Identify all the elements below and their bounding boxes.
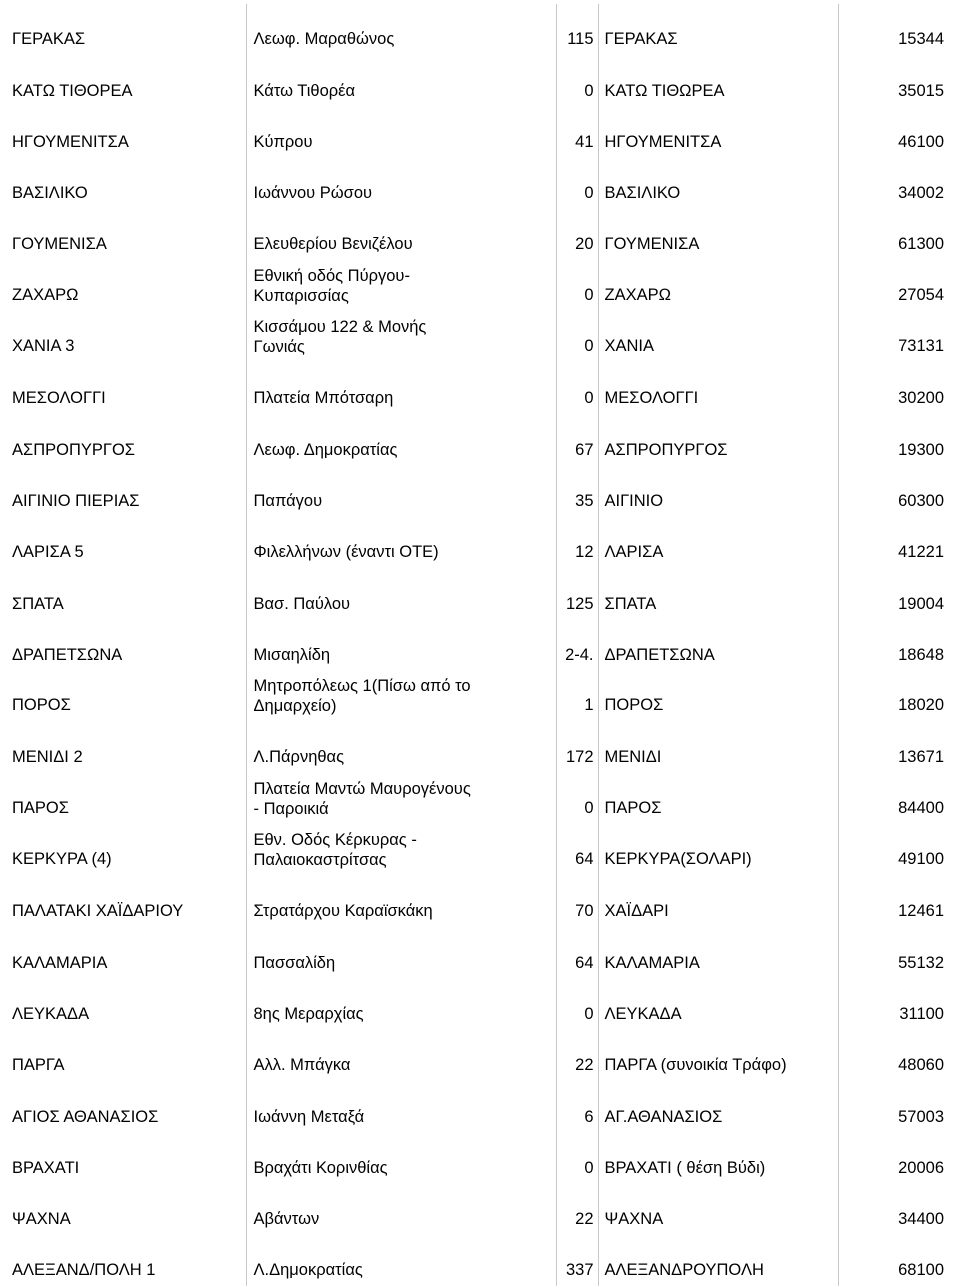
table-row [4, 927, 948, 978]
city-cell: ΛΕΥΚΑΔΑ [598, 979, 838, 1030]
address-cell: Κύπρου [246, 107, 556, 158]
city-cell: ΒΑΣΙΛΙΚΟ [598, 158, 838, 209]
city-cell: ΣΠΑΤΑ [598, 568, 838, 619]
address-cell: Αλλ. Μπάγκα [246, 1030, 556, 1081]
number-cell: 12 [556, 517, 598, 568]
table-row [4, 209, 948, 260]
number-cell: 0 [556, 1133, 598, 1184]
number-cell: 0 [556, 158, 598, 209]
table-row [4, 1081, 948, 1132]
zip-cell: 15344 [838, 4, 948, 55]
address-cell: Πασσαλίδη [246, 927, 556, 978]
number-cell: 172 [556, 722, 598, 773]
zip-cell: 12461 [838, 876, 948, 927]
city-cell: ΑΓ.ΑΘΑΝΑΣΙΟΣ [598, 1081, 838, 1132]
address-cell: Εθν. Οδός Κέρκυρας - Παλαιοκαστρίτσας [246, 825, 556, 876]
number-cell: 67 [556, 414, 598, 465]
address-cell: Ιωάννη Μεταξά [246, 1081, 556, 1132]
zip-cell: 19004 [838, 568, 948, 619]
table-row [4, 773, 948, 824]
area-cell: ΑΓΙΟΣ ΑΘΑΝΑΣΙΟΣ [12, 1107, 159, 1126]
city-cell: ΛΑΡΙΣΑ [598, 517, 838, 568]
city-cell: ΗΓΟΥΜΕΝΙΤΣΑ [598, 107, 838, 158]
table-body [4, 4, 948, 1286]
number-cell: 35 [556, 466, 598, 517]
area-cell: ΑΙΓΙΝΙΟ ΠΙΕΡΙΑΣ [12, 491, 140, 510]
table-row [4, 4, 948, 55]
address-cell: 8ης Μεραρχίας [246, 979, 556, 1030]
city-cell: ΑΛΕΞΑΝΔΡΟΥΠΟΛΗ [598, 1235, 838, 1286]
zip-cell: 18648 [838, 620, 948, 671]
address-cell: Ελευθερίου Βενιζέλου [246, 209, 556, 260]
city-cell: ΠΑΡΟΣ [598, 773, 838, 824]
table-row [4, 107, 948, 158]
number-cell: 0 [556, 312, 598, 363]
zip-cell: 60300 [838, 466, 948, 517]
number-cell: 337 [556, 1235, 598, 1286]
address-cell: Βραχάτι Κορινθίας [246, 1133, 556, 1184]
number-cell: 64 [556, 825, 598, 876]
area-cell: ΠΑΡΟΣ [12, 798, 69, 817]
area-cell: ΖΑΧΑΡΩ [12, 285, 79, 304]
table-row [4, 414, 948, 465]
city-cell: ΠΟΡΟΣ [598, 671, 838, 722]
stores-table [4, 4, 948, 1286]
zip-cell: 46100 [838, 107, 948, 158]
address-cell: Πλατεία Μπότσαρη [246, 363, 556, 414]
address-cell: Λεωφ. Μαραθώνος [246, 4, 556, 55]
table-row [4, 979, 948, 1030]
table-row [4, 620, 948, 671]
number-cell: 125 [556, 568, 598, 619]
area-cell: ΚΑΛΑΜΑΡΙΑ [12, 953, 108, 972]
table-row [4, 1030, 948, 1081]
city-cell: ΔΡΑΠΕΤΣΩΝΑ [598, 620, 838, 671]
area-cell: ΚΑΤΩ ΤΙΘΟΡΕΑ [12, 81, 133, 100]
number-cell: 20 [556, 209, 598, 260]
number-cell: 41 [556, 107, 598, 158]
zip-cell: 61300 [838, 209, 948, 260]
number-cell: 0 [556, 979, 598, 1030]
number-cell: 6 [556, 1081, 598, 1132]
address-cell: Πλατεία Μαντώ Μαυρογένους - Παροικιά [246, 773, 556, 824]
zip-cell: 20006 [838, 1133, 948, 1184]
address-cell: Μητροπόλεως 1(Πίσω από το Δημαρχείο) [246, 671, 556, 722]
zip-cell: 73131 [838, 312, 948, 363]
address-cell: Στρατάρχου Καραϊσκάκη [246, 876, 556, 927]
address-cell: Αβάντων [246, 1184, 556, 1235]
number-cell: 0 [556, 363, 598, 414]
city-cell: ΚΑΤΩ ΤΙΘΩΡΕΑ [598, 55, 838, 106]
city-cell: ΚΕΡΚΥΡΑ(ΣΟΛΑΡΙ) [598, 825, 838, 876]
zip-cell: 35015 [838, 55, 948, 106]
city-cell: ΓΟΥΜΕΝΙΣΑ [598, 209, 838, 260]
area-cell: ΒΡΑΧΑΤΙ [12, 1158, 80, 1177]
zip-cell: 41221 [838, 517, 948, 568]
table-row [4, 825, 948, 876]
area-cell: ΜΕΣΟΛΟΓΓΙ [12, 389, 106, 408]
table-row [4, 517, 948, 568]
table-row [4, 55, 948, 106]
area-cell: ΠΑΛΑΤΑΚΙ ΧΑΪΔΑΡΙΟΥ [12, 902, 184, 921]
number-cell: 0 [556, 773, 598, 824]
zip-cell: 34002 [838, 158, 948, 209]
address-cell: Λ.Πάρνηθας [246, 722, 556, 773]
area-cell: ΚΕΡΚΥΡΑ (4) [12, 850, 112, 869]
zip-cell: 68100 [838, 1235, 948, 1286]
address-cell: Λεωφ. Δημοκρατίας [246, 414, 556, 465]
table-row [4, 1235, 948, 1286]
area-cell: ΛΑΡΙΣΑ 5 [12, 543, 84, 562]
area-cell: ΓΟΥΜΕΝΙΣΑ [12, 235, 107, 254]
zip-cell: 55132 [838, 927, 948, 978]
table-row [4, 1184, 948, 1235]
zip-cell: 49100 [838, 825, 948, 876]
area-cell: ΑΣΠΡΟΠΥΡΓΟΣ [12, 440, 136, 459]
area-cell: ΛΕΥΚΑΔΑ [12, 1004, 90, 1023]
address-cell: Εθνική οδός Πύργου-Κυπαρισσίας [246, 260, 556, 311]
zip-cell: 18020 [838, 671, 948, 722]
address-cell: Κισσάμου 122 & Μονής Γωνιάς [246, 312, 556, 363]
area-cell: ΗΓΟΥΜΕΝΙΤΣΑ [12, 132, 129, 151]
city-cell: ΜΕΣΟΛΟΓΓΙ [598, 363, 838, 414]
area-cell: ΓΕΡΑΚΑΣ [12, 30, 86, 49]
table-row [4, 722, 948, 773]
table-row [4, 363, 948, 414]
number-cell: 22 [556, 1030, 598, 1081]
city-cell: ΧΑΝΙΑ [598, 312, 838, 363]
table-row [4, 466, 948, 517]
address-cell: Λ.Δημοκρατίας [246, 1235, 556, 1286]
area-cell: ΑΛΕΞΑΝΔ/ΠΟΛΗ 1 [12, 1261, 156, 1280]
city-cell: ΖΑΧΑΡΩ [598, 260, 838, 311]
address-cell: Φιλελλήνων (έναντι ΟΤΕ) [246, 517, 556, 568]
number-cell: 1 [556, 671, 598, 722]
address-cell: Μισαηλίδη [246, 620, 556, 671]
zip-cell: 19300 [838, 414, 948, 465]
city-cell: ΑΙΓΙΝΙΟ [598, 466, 838, 517]
area-cell: ΣΠΑΤΑ [12, 594, 64, 613]
area-cell: ΔΡΑΠΕΤΣΩΝΑ [12, 645, 123, 664]
zip-cell: 31100 [838, 979, 948, 1030]
city-cell: ΨΑΧΝΑ [598, 1184, 838, 1235]
zip-cell: 48060 [838, 1030, 948, 1081]
number-cell: 0 [556, 55, 598, 106]
number-cell: 115 [556, 4, 598, 55]
number-cell: 70 [556, 876, 598, 927]
table-row [4, 671, 948, 722]
table-row [4, 568, 948, 619]
city-cell: ΓΕΡΑΚΑΣ [598, 4, 838, 55]
address-cell: Βασ. Παύλου [246, 568, 556, 619]
table-row [4, 312, 948, 363]
zip-cell: 27054 [838, 260, 948, 311]
area-cell: ΠΟΡΟΣ [12, 696, 71, 715]
table-row [4, 876, 948, 927]
number-cell: 22 [556, 1184, 598, 1235]
city-cell: ΜΕΝΙΔΙ [598, 722, 838, 773]
city-cell: ΧΑΪΔΑΡΙ [598, 876, 838, 927]
table-row [4, 260, 948, 311]
zip-cell: 13671 [838, 722, 948, 773]
zip-cell: 84400 [838, 773, 948, 824]
table-row [4, 1133, 948, 1184]
address-cell: Κάτω Τιθορέα [246, 55, 556, 106]
area-cell: ΜΕΝΙΔΙ 2 [12, 748, 83, 767]
zip-cell: 57003 [838, 1081, 948, 1132]
city-cell: ΚΑΛΑΜΑΡΙΑ [598, 927, 838, 978]
address-cell: Παπάγου [246, 466, 556, 517]
number-cell: 2-4. [556, 620, 598, 671]
city-cell: ΑΣΠΡΟΠΥΡΓΟΣ [598, 414, 838, 465]
number-cell: 0 [556, 260, 598, 311]
area-cell: ΒΑΣΙΛΙΚΟ [12, 184, 88, 203]
number-cell: 64 [556, 927, 598, 978]
city-cell: ΒΡΑΧΑΤΙ ( θέση Βύδι) [598, 1133, 838, 1184]
area-cell: ΨΑΧΝΑ [12, 1210, 71, 1229]
address-cell: Ιωάννου Ρώσου [246, 158, 556, 209]
zip-cell: 30200 [838, 363, 948, 414]
city-cell: ΠΑΡΓΑ (συνοικία Τράφο) [598, 1030, 838, 1081]
zip-cell: 34400 [838, 1184, 948, 1235]
table-row [4, 158, 948, 209]
area-cell: ΠΑΡΓΑ [12, 1056, 65, 1075]
area-cell: ΧΑΝΙΑ 3 [12, 337, 75, 356]
